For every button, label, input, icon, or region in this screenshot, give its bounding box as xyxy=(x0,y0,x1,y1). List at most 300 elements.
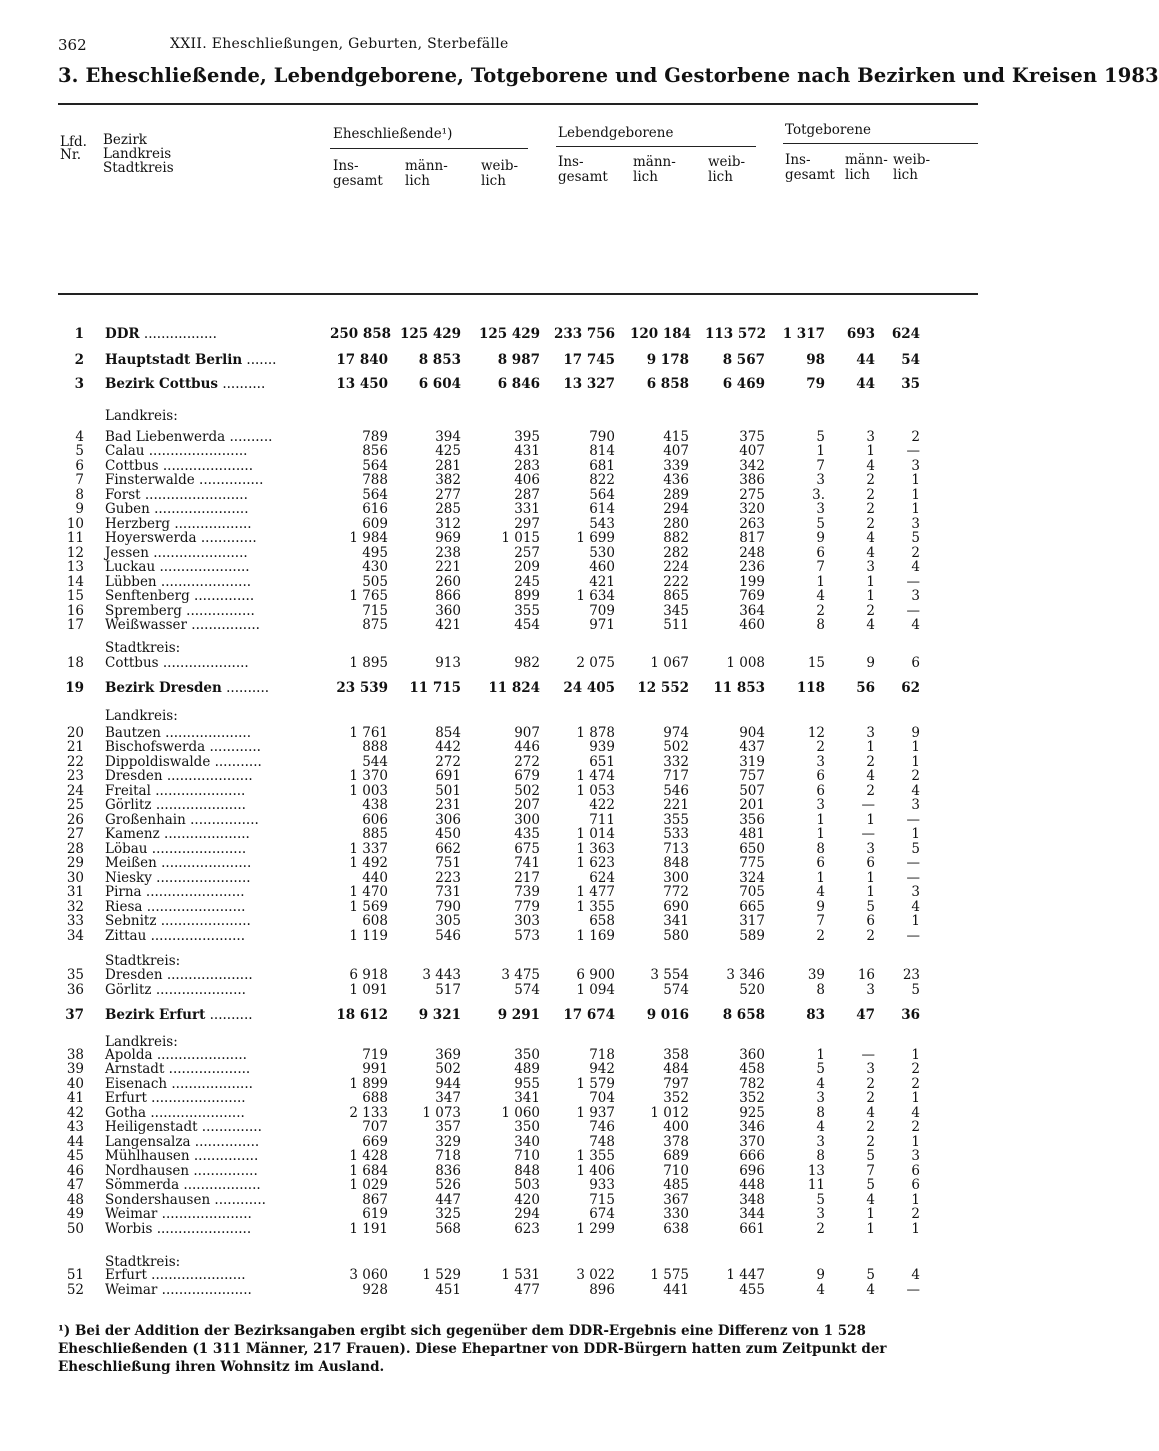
table-row xyxy=(0,531,1024,546)
cell-tot-weiblich: 3 xyxy=(911,884,920,900)
cell-lebend-insgesamt: 939 xyxy=(589,739,615,755)
row-name: Bezirk Cottbus xyxy=(105,376,219,392)
leader-dots: ................ xyxy=(187,617,260,633)
row-name: Hauptstadt Berlin xyxy=(105,352,243,368)
leader-dots: ............ xyxy=(205,739,261,755)
cell-lebend-insgesamt: 748 xyxy=(589,1134,615,1150)
group-label-stadtkreis: Stadtkreis: xyxy=(105,1254,181,1270)
cell-lebend-weiblich: 904 xyxy=(739,725,765,741)
cell-lebend-insgesamt: 614 xyxy=(589,501,615,517)
row-name: Bautzen xyxy=(105,725,161,741)
leader-dots: ............... xyxy=(194,472,264,488)
cell-lebend-maennlich: 974 xyxy=(663,725,689,741)
header-tot-ins-2: gesamt xyxy=(785,167,835,183)
cell-ehe-maennlich: 731 xyxy=(435,884,461,900)
cell-ehe-weiblich: 1 531 xyxy=(501,1267,540,1283)
cell-tot-insgesamt: 83 xyxy=(806,1007,825,1023)
table-row xyxy=(0,618,1024,633)
row-name: Spremberg xyxy=(105,603,182,619)
cell-lebend-insgesamt: 530 xyxy=(589,545,615,561)
row-name: Herzberg xyxy=(105,516,171,532)
cell-ehe-weiblich: 431 xyxy=(514,443,540,459)
row-number: 48 xyxy=(66,1192,84,1208)
cell-lebend-insgesamt: 1 169 xyxy=(576,928,615,944)
cell-tot-maennlich: 2 xyxy=(866,501,875,517)
cell-lebend-insgesamt: 13 327 xyxy=(563,376,615,392)
cell-tot-insgesamt: 3. xyxy=(812,487,825,503)
cell-tot-weiblich: 2 xyxy=(911,1076,920,1092)
row-number: 10 xyxy=(66,516,84,532)
cell-tot-insgesamt: 11 xyxy=(807,1177,825,1193)
row-number: 18 xyxy=(66,655,84,671)
cell-lebend-weiblich: 319 xyxy=(739,754,765,770)
row-label xyxy=(105,914,251,929)
leader-dots: ..................... xyxy=(158,458,253,474)
cell-lebend-insgesamt: 704 xyxy=(589,1090,615,1106)
cell-ehe-insgesamt: 1 684 xyxy=(349,1163,388,1179)
cell-lebend-weiblich: 650 xyxy=(739,841,765,857)
cell-lebend-weiblich: 661 xyxy=(739,1221,765,1237)
row-name: Mühlhausen xyxy=(105,1148,190,1164)
cell-ehe-insgesamt: 438 xyxy=(362,797,388,813)
leader-dots: ...................... xyxy=(149,501,249,517)
cell-lebend-maennlich: 289 xyxy=(663,487,689,503)
row-name: Hoyerswerda xyxy=(105,530,197,546)
row-name: Meißen xyxy=(105,855,157,871)
row-name: Cottbus xyxy=(105,458,159,474)
cell-lebend-maennlich: 1 012 xyxy=(650,1105,689,1121)
cell-ehe-weiblich: 217 xyxy=(514,870,540,886)
cell-lebend-insgesamt: 1 623 xyxy=(576,855,615,871)
cell-tot-insgesamt: 7 xyxy=(816,559,825,575)
cell-ehe-weiblich: 341 xyxy=(514,1090,540,1106)
row-label xyxy=(105,353,276,368)
cell-ehe-insgesamt: 888 xyxy=(362,739,388,755)
cell-tot-insgesamt: 3 xyxy=(816,501,825,517)
table-row xyxy=(0,681,1024,696)
cell-lebend-insgesamt: 896 xyxy=(589,1282,615,1298)
cell-ehe-maennlich: 231 xyxy=(435,797,461,813)
cell-tot-maennlich: 44 xyxy=(856,376,875,392)
cell-ehe-insgesamt: 688 xyxy=(362,1090,388,1106)
cell-ehe-weiblich: 982 xyxy=(514,655,540,671)
cell-tot-insgesamt: 9 xyxy=(816,1267,825,1283)
row-label xyxy=(105,1062,250,1077)
cell-tot-maennlich: 5 xyxy=(866,1148,875,1164)
cell-ehe-maennlich: 394 xyxy=(435,429,461,445)
header-rule-tot xyxy=(783,143,978,144)
cell-ehe-maennlich: 662 xyxy=(435,841,461,857)
cell-lebend-insgesamt: 1 878 xyxy=(576,725,615,741)
cell-ehe-insgesamt: 707 xyxy=(362,1119,388,1135)
cell-ehe-insgesamt: 250 858 xyxy=(330,326,392,342)
header-lebend-w-1: weib- xyxy=(708,154,746,170)
cell-ehe-maennlich: 272 xyxy=(435,754,461,770)
table-row xyxy=(0,929,1024,944)
row-label xyxy=(105,589,254,604)
cell-ehe-insgesamt: 1 003 xyxy=(349,783,388,799)
row-label xyxy=(105,885,245,900)
row-name: Erfurt xyxy=(105,1090,147,1106)
cell-ehe-weiblich: 350 xyxy=(514,1047,540,1063)
cell-lebend-maennlich: 294 xyxy=(663,501,689,517)
leader-dots: ...................... xyxy=(146,1267,246,1283)
leader-dots: .......... xyxy=(225,429,273,445)
row-name: Calau xyxy=(105,443,145,459)
header-bottom-rule xyxy=(58,293,978,295)
cell-lebend-weiblich: 248 xyxy=(739,545,765,561)
cell-lebend-weiblich: 520 xyxy=(739,982,765,998)
row-name: DDR xyxy=(105,326,140,342)
cell-lebend-weiblich: 407 xyxy=(739,443,765,459)
cell-lebend-maennlich: 12 552 xyxy=(637,680,689,696)
cell-tot-insgesamt: 9 xyxy=(816,530,825,546)
cell-lebend-insgesamt: 6 900 xyxy=(576,967,615,983)
cell-ehe-weiblich: 675 xyxy=(514,841,540,857)
row-label xyxy=(105,1207,252,1222)
cell-tot-insgesamt: 8 xyxy=(816,982,825,998)
cell-ehe-insgesamt: 1 895 xyxy=(349,655,388,671)
row-name: Dippoldiswalde xyxy=(105,754,211,770)
cell-lebend-weiblich: 370 xyxy=(739,1134,765,1150)
row-number: 52 xyxy=(66,1282,84,1298)
row-number: 21 xyxy=(66,739,84,755)
cell-ehe-weiblich: 489 xyxy=(514,1061,540,1077)
cell-ehe-insgesamt: 669 xyxy=(362,1134,388,1150)
cell-tot-maennlich: 2 xyxy=(866,603,875,619)
cell-tot-maennlich: 2 xyxy=(866,1119,875,1135)
row-number: 29 xyxy=(66,855,84,871)
cell-tot-weiblich: 62 xyxy=(901,680,920,696)
row-number: 5 xyxy=(75,443,84,459)
cell-ehe-maennlich: 360 xyxy=(435,603,461,619)
cell-tot-maennlich: 7 xyxy=(866,1163,875,1179)
row-label xyxy=(105,473,263,488)
cell-ehe-weiblich: 907 xyxy=(514,725,540,741)
table-title: 3. Eheschließende, Lebendgeborene, Totgeborene und Gestorbene nach Bezirken und Kreisen 1983 xyxy=(58,64,1159,87)
cell-tot-weiblich: 4 xyxy=(911,1105,920,1121)
table-row xyxy=(0,327,1024,342)
cell-tot-weiblich: — xyxy=(906,812,920,828)
row-number: 22 xyxy=(66,754,84,770)
cell-ehe-maennlich: 450 xyxy=(435,826,461,842)
cell-lebend-maennlich: 690 xyxy=(663,899,689,915)
cell-lebend-insgesamt: 543 xyxy=(589,516,615,532)
cell-tot-weiblich: 1 xyxy=(911,1047,920,1063)
cell-lebend-insgesamt: 933 xyxy=(589,1177,615,1193)
cell-tot-maennlich: 1 xyxy=(866,1206,875,1222)
row-name: Gotha xyxy=(105,1105,147,1121)
cell-ehe-maennlich: 3 443 xyxy=(422,967,461,983)
row-number: 17 xyxy=(66,617,84,633)
leader-dots: ..................... xyxy=(157,1282,252,1298)
leader-dots: ............. xyxy=(196,530,257,546)
table-row xyxy=(0,589,1024,604)
cell-tot-weiblich: 4 xyxy=(911,783,920,799)
cell-lebend-maennlich: 797 xyxy=(663,1076,689,1092)
cell-tot-insgesamt: 39 xyxy=(807,967,825,983)
cell-tot-insgesamt: 6 xyxy=(816,855,825,871)
row-label xyxy=(105,444,247,459)
cell-tot-insgesamt: 12 xyxy=(807,725,825,741)
cell-tot-maennlich: 2 xyxy=(866,754,875,770)
cell-ehe-insgesamt: 440 xyxy=(362,870,388,886)
table-row xyxy=(0,353,1024,368)
table-row xyxy=(0,740,1024,755)
cell-ehe-weiblich: 297 xyxy=(514,516,540,532)
cell-tot-insgesamt: 118 xyxy=(796,680,825,696)
cell-lebend-maennlich: 6 858 xyxy=(646,376,689,392)
cell-tot-weiblich: 54 xyxy=(901,352,920,368)
leader-dots: ....... xyxy=(242,352,277,368)
row-number: 43 xyxy=(66,1119,84,1135)
cell-lebend-maennlich: 9 178 xyxy=(646,352,689,368)
leader-dots: ................ xyxy=(181,603,255,619)
cell-lebend-maennlich: 436 xyxy=(663,472,689,488)
row-number: 14 xyxy=(66,574,84,590)
cell-tot-weiblich: 1 xyxy=(911,501,920,517)
cell-lebend-weiblich: 8 658 xyxy=(722,1007,765,1023)
cell-tot-weiblich: 2 xyxy=(911,429,920,445)
cell-lebend-maennlich: 848 xyxy=(663,855,689,871)
cell-tot-maennlich: 4 xyxy=(866,530,875,546)
row-number: 46 xyxy=(66,1163,84,1179)
cell-ehe-maennlich: 369 xyxy=(435,1047,461,1063)
cell-lebend-maennlich: 865 xyxy=(663,588,689,604)
leader-dots: ...................... xyxy=(152,1221,252,1237)
leader-dots: .............. xyxy=(197,1119,262,1135)
table-row xyxy=(0,856,1024,871)
leader-dots: .................... xyxy=(159,826,250,842)
cell-tot-maennlich: 1 xyxy=(866,588,875,604)
cell-lebend-maennlich: 713 xyxy=(663,841,689,857)
cell-tot-weiblich: 5 xyxy=(911,982,920,998)
row-number: 35 xyxy=(66,967,84,983)
cell-ehe-maennlich: 382 xyxy=(435,472,461,488)
row-number: 19 xyxy=(65,680,84,696)
cell-lebend-weiblich: 507 xyxy=(739,783,765,799)
cell-lebend-maennlich: 441 xyxy=(663,1282,689,1298)
row-name: Kamenz xyxy=(105,826,160,842)
cell-tot-weiblich: 1 xyxy=(911,1192,920,1208)
cell-lebend-insgesamt: 1 355 xyxy=(576,899,615,915)
cell-ehe-weiblich: 574 xyxy=(514,982,540,998)
cell-tot-maennlich: 1 xyxy=(866,574,875,590)
cell-ehe-maennlich: 260 xyxy=(435,574,461,590)
cell-ehe-insgesamt: 13 450 xyxy=(336,376,388,392)
cell-ehe-weiblich: 300 xyxy=(514,812,540,828)
cell-lebend-insgesamt: 564 xyxy=(589,487,615,503)
cell-lebend-maennlich: 3 554 xyxy=(650,967,689,983)
cell-lebend-weiblich: 481 xyxy=(739,826,765,842)
cell-lebend-weiblich: 757 xyxy=(739,768,765,784)
row-number: 45 xyxy=(66,1148,84,1164)
leader-dots: .................... xyxy=(160,725,252,741)
cell-ehe-weiblich: 395 xyxy=(514,429,540,445)
cell-lebend-weiblich: 696 xyxy=(739,1163,765,1179)
group-label-landkreis: Landkreis: xyxy=(105,1034,178,1050)
row-label xyxy=(105,1091,246,1106)
cell-tot-maennlich: 3 xyxy=(866,1061,875,1077)
cell-tot-maennlich: 6 xyxy=(866,913,875,929)
cell-ehe-insgesamt: 875 xyxy=(362,617,388,633)
leader-dots: ............ xyxy=(210,1192,266,1208)
cell-ehe-maennlich: 451 xyxy=(435,1282,461,1298)
leader-dots: ....................... xyxy=(142,899,246,915)
row-name: Weimar xyxy=(105,1282,158,1298)
cell-tot-maennlich: 1 xyxy=(866,884,875,900)
cell-ehe-weiblich: 125 429 xyxy=(478,326,540,342)
cell-tot-maennlich: — xyxy=(861,797,875,813)
cell-ehe-maennlich: 11 715 xyxy=(409,680,461,696)
row-name: Senftenberg xyxy=(105,588,190,604)
cell-lebend-insgesamt: 1 937 xyxy=(576,1105,615,1121)
row-label xyxy=(105,983,246,998)
cell-lebend-weiblich: 360 xyxy=(739,1047,765,1063)
cell-lebend-weiblich: 8 567 xyxy=(722,352,765,368)
cell-ehe-maennlich: 305 xyxy=(435,913,461,929)
cell-ehe-weiblich: 406 xyxy=(514,472,540,488)
cell-tot-insgesamt: 1 xyxy=(816,826,825,842)
cell-ehe-insgesamt: 1 569 xyxy=(349,899,388,915)
cell-lebend-weiblich: 236 xyxy=(739,559,765,575)
cell-tot-insgesamt: 6 xyxy=(816,545,825,561)
cell-tot-weiblich: 1 xyxy=(911,1134,920,1150)
table-row xyxy=(0,885,1024,900)
cell-tot-insgesamt: 1 xyxy=(816,443,825,459)
cell-tot-insgesamt: 7 xyxy=(816,913,825,929)
leader-dots: ...................... xyxy=(151,870,251,886)
cell-tot-weiblich: 3 xyxy=(911,516,920,532)
cell-lebend-insgesamt: 24 405 xyxy=(563,680,615,696)
row-number: 37 xyxy=(65,1007,84,1023)
header-eheschliessende: Eheschließende¹) xyxy=(333,126,453,142)
row-name: Langensalza xyxy=(105,1134,191,1150)
leader-dots: ...................... xyxy=(146,928,245,944)
cell-ehe-maennlich: 285 xyxy=(435,501,461,517)
row-name: Görlitz xyxy=(105,982,152,998)
cell-tot-weiblich: 6 xyxy=(911,1163,920,1179)
cell-ehe-insgesamt: 6 918 xyxy=(349,967,388,983)
cell-ehe-maennlich: 790 xyxy=(435,899,461,915)
cell-ehe-maennlich: 1 529 xyxy=(422,1267,461,1283)
row-name: Cottbus xyxy=(105,655,159,671)
cell-tot-maennlich: 2 xyxy=(866,1076,875,1092)
cell-ehe-maennlich: 221 xyxy=(435,559,461,575)
cell-tot-insgesamt: 3 xyxy=(816,797,825,813)
cell-ehe-maennlich: 277 xyxy=(435,487,461,503)
cell-tot-weiblich: 1 xyxy=(911,472,920,488)
cell-lebend-weiblich: 1 447 xyxy=(726,1267,765,1283)
row-name: Zittau xyxy=(105,928,147,944)
cell-lebend-maennlich: 341 xyxy=(663,913,689,929)
cell-tot-insgesamt: 4 xyxy=(816,588,825,604)
cell-lebend-insgesamt: 421 xyxy=(589,574,615,590)
leader-dots: ................... xyxy=(164,1061,251,1077)
cell-tot-weiblich: 1 xyxy=(911,739,920,755)
cell-tot-maennlich: 3 xyxy=(866,559,875,575)
cell-tot-maennlich: 47 xyxy=(856,1007,875,1023)
cell-ehe-maennlich: 125 429 xyxy=(400,326,462,342)
cell-ehe-weiblich: 477 xyxy=(514,1282,540,1298)
header-lebend-w-2: lich xyxy=(708,169,733,185)
cell-ehe-weiblich: 955 xyxy=(514,1076,540,1092)
cell-tot-insgesamt: 5 xyxy=(816,1192,825,1208)
cell-lebend-weiblich: 769 xyxy=(739,588,765,604)
row-number: 23 xyxy=(66,768,84,784)
cell-tot-insgesamt: 4 xyxy=(816,1076,825,1092)
leader-dots: ....................... xyxy=(141,884,245,900)
cell-lebend-maennlich: 355 xyxy=(663,812,689,828)
cell-tot-maennlich: 2 xyxy=(866,783,875,799)
header-rule-ehe xyxy=(330,148,528,149)
cell-tot-insgesamt: 79 xyxy=(806,376,825,392)
leader-dots: ............... xyxy=(190,1134,260,1150)
cell-tot-insgesamt: 1 xyxy=(816,1047,825,1063)
cell-ehe-insgesamt: 1 492 xyxy=(349,855,388,871)
leader-dots: .................... xyxy=(158,655,249,671)
row-name: Erfurt xyxy=(105,1267,147,1283)
cell-lebend-maennlich: 484 xyxy=(663,1061,689,1077)
cell-ehe-maennlich: 546 xyxy=(435,928,461,944)
row-number: 26 xyxy=(66,812,84,828)
header-rule-lebend xyxy=(556,146,756,147)
cell-ehe-insgesamt: 430 xyxy=(362,559,388,575)
cell-tot-maennlich: 4 xyxy=(866,458,875,474)
cell-tot-insgesamt: 7 xyxy=(816,458,825,474)
row-label xyxy=(105,929,245,944)
cell-ehe-insgesamt: 1 899 xyxy=(349,1076,388,1092)
cell-ehe-weiblich: 245 xyxy=(514,574,540,590)
cell-lebend-maennlich: 367 xyxy=(663,1192,689,1208)
cell-ehe-weiblich: 446 xyxy=(514,739,540,755)
cell-tot-insgesamt: 4 xyxy=(816,1119,825,1135)
cell-ehe-weiblich: 1 015 xyxy=(501,530,540,546)
cell-tot-maennlich: 2 xyxy=(866,472,875,488)
cell-tot-insgesamt: 3 xyxy=(816,1206,825,1222)
cell-ehe-insgesamt: 619 xyxy=(362,1206,388,1222)
row-number: 33 xyxy=(66,913,84,929)
row-number: 15 xyxy=(66,588,84,604)
cell-ehe-weiblich: 11 824 xyxy=(488,680,540,696)
header-ehe-w-2: lich xyxy=(481,173,506,189)
cell-ehe-insgesamt: 928 xyxy=(362,1282,388,1298)
cell-ehe-weiblich: 209 xyxy=(514,559,540,575)
cell-tot-maennlich: 3 xyxy=(866,725,875,741)
title-rule xyxy=(58,103,978,105)
leader-dots: ................. xyxy=(139,326,217,342)
header-lebend-m-2: lich xyxy=(633,169,658,185)
cell-ehe-weiblich: 741 xyxy=(514,855,540,871)
leader-dots: .................. xyxy=(170,516,252,532)
cell-lebend-insgesamt: 746 xyxy=(589,1119,615,1135)
cell-tot-maennlich: 6 xyxy=(866,855,875,871)
cell-lebend-maennlich: 224 xyxy=(663,559,689,575)
cell-lebend-insgesamt: 1 634 xyxy=(576,588,615,604)
cell-ehe-maennlich: 568 xyxy=(435,1221,461,1237)
cell-tot-weiblich: 5 xyxy=(911,530,920,546)
cell-lebend-insgesamt: 1 699 xyxy=(576,530,615,546)
cell-ehe-maennlich: 329 xyxy=(435,1134,461,1150)
cell-ehe-weiblich: 779 xyxy=(514,899,540,915)
row-name: Dresden xyxy=(105,768,163,784)
cell-lebend-weiblich: 375 xyxy=(739,429,765,445)
cell-tot-weiblich: 2 xyxy=(911,1206,920,1222)
cell-tot-weiblich: 3 xyxy=(911,797,920,813)
cell-tot-maennlich: 1 xyxy=(866,443,875,459)
leader-dots: .......... xyxy=(205,1007,253,1023)
cell-lebend-weiblich: 666 xyxy=(739,1148,765,1164)
